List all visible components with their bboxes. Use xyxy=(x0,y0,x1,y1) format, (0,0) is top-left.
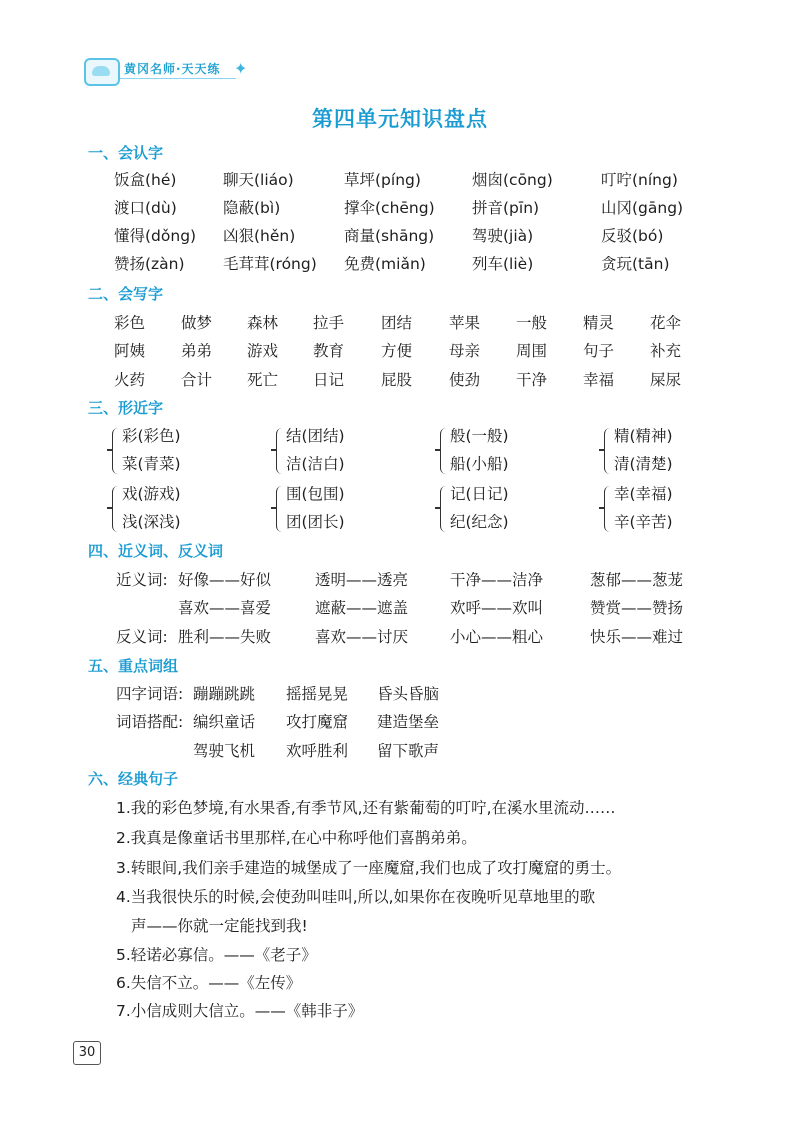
write-word: 补充 xyxy=(650,342,682,360)
synonym-pair: 葱郁——葱茏 xyxy=(590,571,684,589)
write-word: 干净 xyxy=(516,371,548,389)
sentence: 6.失信不立。——《左传》 xyxy=(116,974,302,992)
write-word: 精灵 xyxy=(583,314,615,332)
page-title: 第四单元知识盘点 xyxy=(312,107,488,131)
recognize-word: 叮咛(níng) xyxy=(601,171,678,189)
write-word: 游戏 xyxy=(247,342,279,360)
recognize-word: 拼音(pīn) xyxy=(472,199,540,217)
sentence-continued: 声——你就一定能找到我! xyxy=(131,917,308,935)
header-logo xyxy=(84,56,254,86)
recognize-word: 贪玩(tān) xyxy=(601,255,670,273)
synonym-pair: 透明——透亮 xyxy=(315,571,409,589)
similar-char-group xyxy=(440,424,560,478)
synonym-pair: 遮蔽——遮盖 xyxy=(315,599,409,617)
write-word: 母亲 xyxy=(449,342,481,360)
write-word: 合计 xyxy=(181,371,213,389)
phrase-item: 驾驶飞机 xyxy=(193,742,256,760)
recognize-word: 免费(miǎn) xyxy=(344,255,426,273)
similar-char: 清(清楚) xyxy=(614,455,673,473)
similar-char: 浅(深浅) xyxy=(122,513,181,531)
page-number: 30 xyxy=(73,1041,101,1065)
write-word: 拉手 xyxy=(313,314,345,332)
write-word: 阿姨 xyxy=(114,342,146,360)
write-word: 屎尿 xyxy=(650,371,682,389)
write-word: 日记 xyxy=(313,371,345,389)
write-word: 幸福 xyxy=(583,371,615,389)
recognize-word: 懂得(dǒng) xyxy=(114,227,197,245)
write-word: 彩色 xyxy=(114,314,146,332)
write-word: 苹果 xyxy=(449,314,481,332)
recognize-word: 商量(shāng) xyxy=(344,227,435,245)
antonym-pair: 喜欢——讨厌 xyxy=(315,628,409,646)
recognize-word: 饭盒(hé) xyxy=(114,171,177,189)
write-word: 火药 xyxy=(114,371,146,389)
four-char-label: 四字词语: xyxy=(116,685,184,703)
similar-char: 幸(幸福) xyxy=(614,485,673,503)
section-heading-sentences: 六、经典句子 xyxy=(88,770,179,788)
similar-char-group xyxy=(276,482,396,536)
recognize-word: 驾驶(jià) xyxy=(472,227,534,245)
synonym-pair: 赞赏——赞扬 xyxy=(590,599,684,617)
phrase-item: 摇摇晃晃 xyxy=(286,685,349,703)
phrase-item: 蹦蹦跳跳 xyxy=(193,685,256,703)
sentence: 7.小信成则大信立。——《韩非子》 xyxy=(116,1002,364,1020)
brace-icon xyxy=(112,486,119,532)
brace-icon xyxy=(276,486,283,532)
write-word: 团结 xyxy=(381,314,413,332)
write-word: 教育 xyxy=(313,342,345,360)
recognize-word: 赞扬(zàn) xyxy=(114,255,185,273)
brace-icon xyxy=(604,486,611,532)
similar-char: 团(团长) xyxy=(286,513,345,531)
recognize-word: 毛茸茸(róng) xyxy=(223,255,317,273)
section-heading-recognize: 一、会认字 xyxy=(88,144,164,162)
brace-icon xyxy=(440,486,447,532)
similar-char: 精(精神) xyxy=(614,427,673,445)
sentence: 4.当我很快乐的时候,会使劲叫哇叫,所以,如果你在夜晚听见草地里的歌 xyxy=(116,888,596,906)
section-heading-phrases: 五、重点词组 xyxy=(88,657,179,675)
similar-char: 船(小船) xyxy=(450,455,509,473)
synonym-label: 近义词: xyxy=(116,571,168,589)
write-word: 使劲 xyxy=(449,371,481,389)
recognize-word: 烟囱(cōng) xyxy=(472,171,553,189)
similar-char-group xyxy=(112,424,232,478)
synonym-pair: 欢呼——欢叫 xyxy=(450,599,544,617)
write-word: 花伞 xyxy=(650,314,682,332)
similar-char-group xyxy=(604,482,724,536)
write-word: 屁股 xyxy=(381,371,413,389)
synonym-pair: 好像——好似 xyxy=(178,571,272,589)
similar-char: 戏(游戏) xyxy=(122,485,181,503)
phrase-item: 留下歌声 xyxy=(377,742,440,760)
similar-char-group xyxy=(276,424,396,478)
sparkle-icon: ✦ xyxy=(234,59,248,78)
phrase-item: 昏头昏脑 xyxy=(377,685,440,703)
recognize-word: 撑伞(chēng) xyxy=(344,199,435,217)
similar-char: 记(日记) xyxy=(450,485,509,503)
brace-icon xyxy=(112,428,119,474)
phrase-item: 攻打魔窟 xyxy=(286,713,349,731)
antonym-pair: 小心——粗心 xyxy=(450,628,544,646)
similar-char-group xyxy=(440,482,560,536)
similar-char: 彩(彩色) xyxy=(122,427,181,445)
write-word: 周围 xyxy=(516,342,548,360)
sentence: 2.我真是像童话书里那样,在心中称呼他们喜鹊弟弟。 xyxy=(116,829,477,847)
write-word: 一般 xyxy=(516,314,548,332)
section-heading-similar: 三、形近字 xyxy=(88,399,164,417)
recognize-word: 草坪(píng) xyxy=(344,171,421,189)
section-heading-synonyms: 四、近义词、反义词 xyxy=(88,542,224,560)
recognize-word: 渡口(dù) xyxy=(114,199,177,217)
brace-icon xyxy=(604,428,611,474)
phrase-item: 欢呼胜利 xyxy=(286,742,349,760)
collocation-label: 词语搭配: xyxy=(116,713,184,731)
similar-char: 结(团结) xyxy=(286,427,345,445)
similar-char: 菜(青菜) xyxy=(122,455,181,473)
recognize-word: 聊天(liáo) xyxy=(223,171,294,189)
sentence: 3.转眼间,我们亲手建造的城堡成了一座魔窟,我们也成了攻打魔窟的勇士。 xyxy=(116,859,622,877)
write-word: 森林 xyxy=(247,314,279,332)
write-word: 死亡 xyxy=(247,371,279,389)
phrase-item: 编织童话 xyxy=(193,713,256,731)
write-word: 做梦 xyxy=(181,314,213,332)
similar-char: 围(包围) xyxy=(286,485,345,503)
similar-char-group xyxy=(604,424,724,478)
bear-icon xyxy=(84,58,120,86)
antonym-pair: 快乐——难过 xyxy=(590,628,684,646)
similar-char: 纪(纪念) xyxy=(450,513,509,531)
antonym-pair: 胜利——失败 xyxy=(178,628,272,646)
recognize-word: 山冈(gāng) xyxy=(601,199,684,217)
similar-char-group xyxy=(112,482,232,536)
recognize-word: 隐蔽(bì) xyxy=(223,199,281,217)
similar-char: 般(一般) xyxy=(450,427,509,445)
sentence: 1.我的彩色梦境,有水果香,有季节风,还有紫葡萄的叮咛,在溪水里流动…… xyxy=(116,799,616,817)
write-word: 方便 xyxy=(381,342,413,360)
write-word: 弟弟 xyxy=(181,342,213,360)
synonym-pair: 干净——洁净 xyxy=(450,571,544,589)
synonym-pair: 喜欢——喜爱 xyxy=(178,599,272,617)
similar-char: 辛(辛苦) xyxy=(614,513,673,531)
brace-icon xyxy=(440,428,447,474)
recognize-word: 凶狠(hěn) xyxy=(223,227,296,245)
phrase-item: 建造堡垒 xyxy=(377,713,440,731)
sentence: 5.轻诺必寡信。——《老子》 xyxy=(116,946,317,964)
brace-icon xyxy=(276,428,283,474)
recognize-word: 反驳(bó) xyxy=(601,227,664,245)
brand-text: 黄冈名师·天天练 xyxy=(124,62,221,76)
recognize-word: 列车(liè) xyxy=(472,255,534,273)
similar-char: 洁(洁白) xyxy=(286,455,345,473)
write-word: 句子 xyxy=(583,342,615,360)
header-rule xyxy=(120,78,236,79)
antonym-label: 反义词: xyxy=(116,628,168,646)
section-heading-write: 二、会写字 xyxy=(88,285,164,303)
